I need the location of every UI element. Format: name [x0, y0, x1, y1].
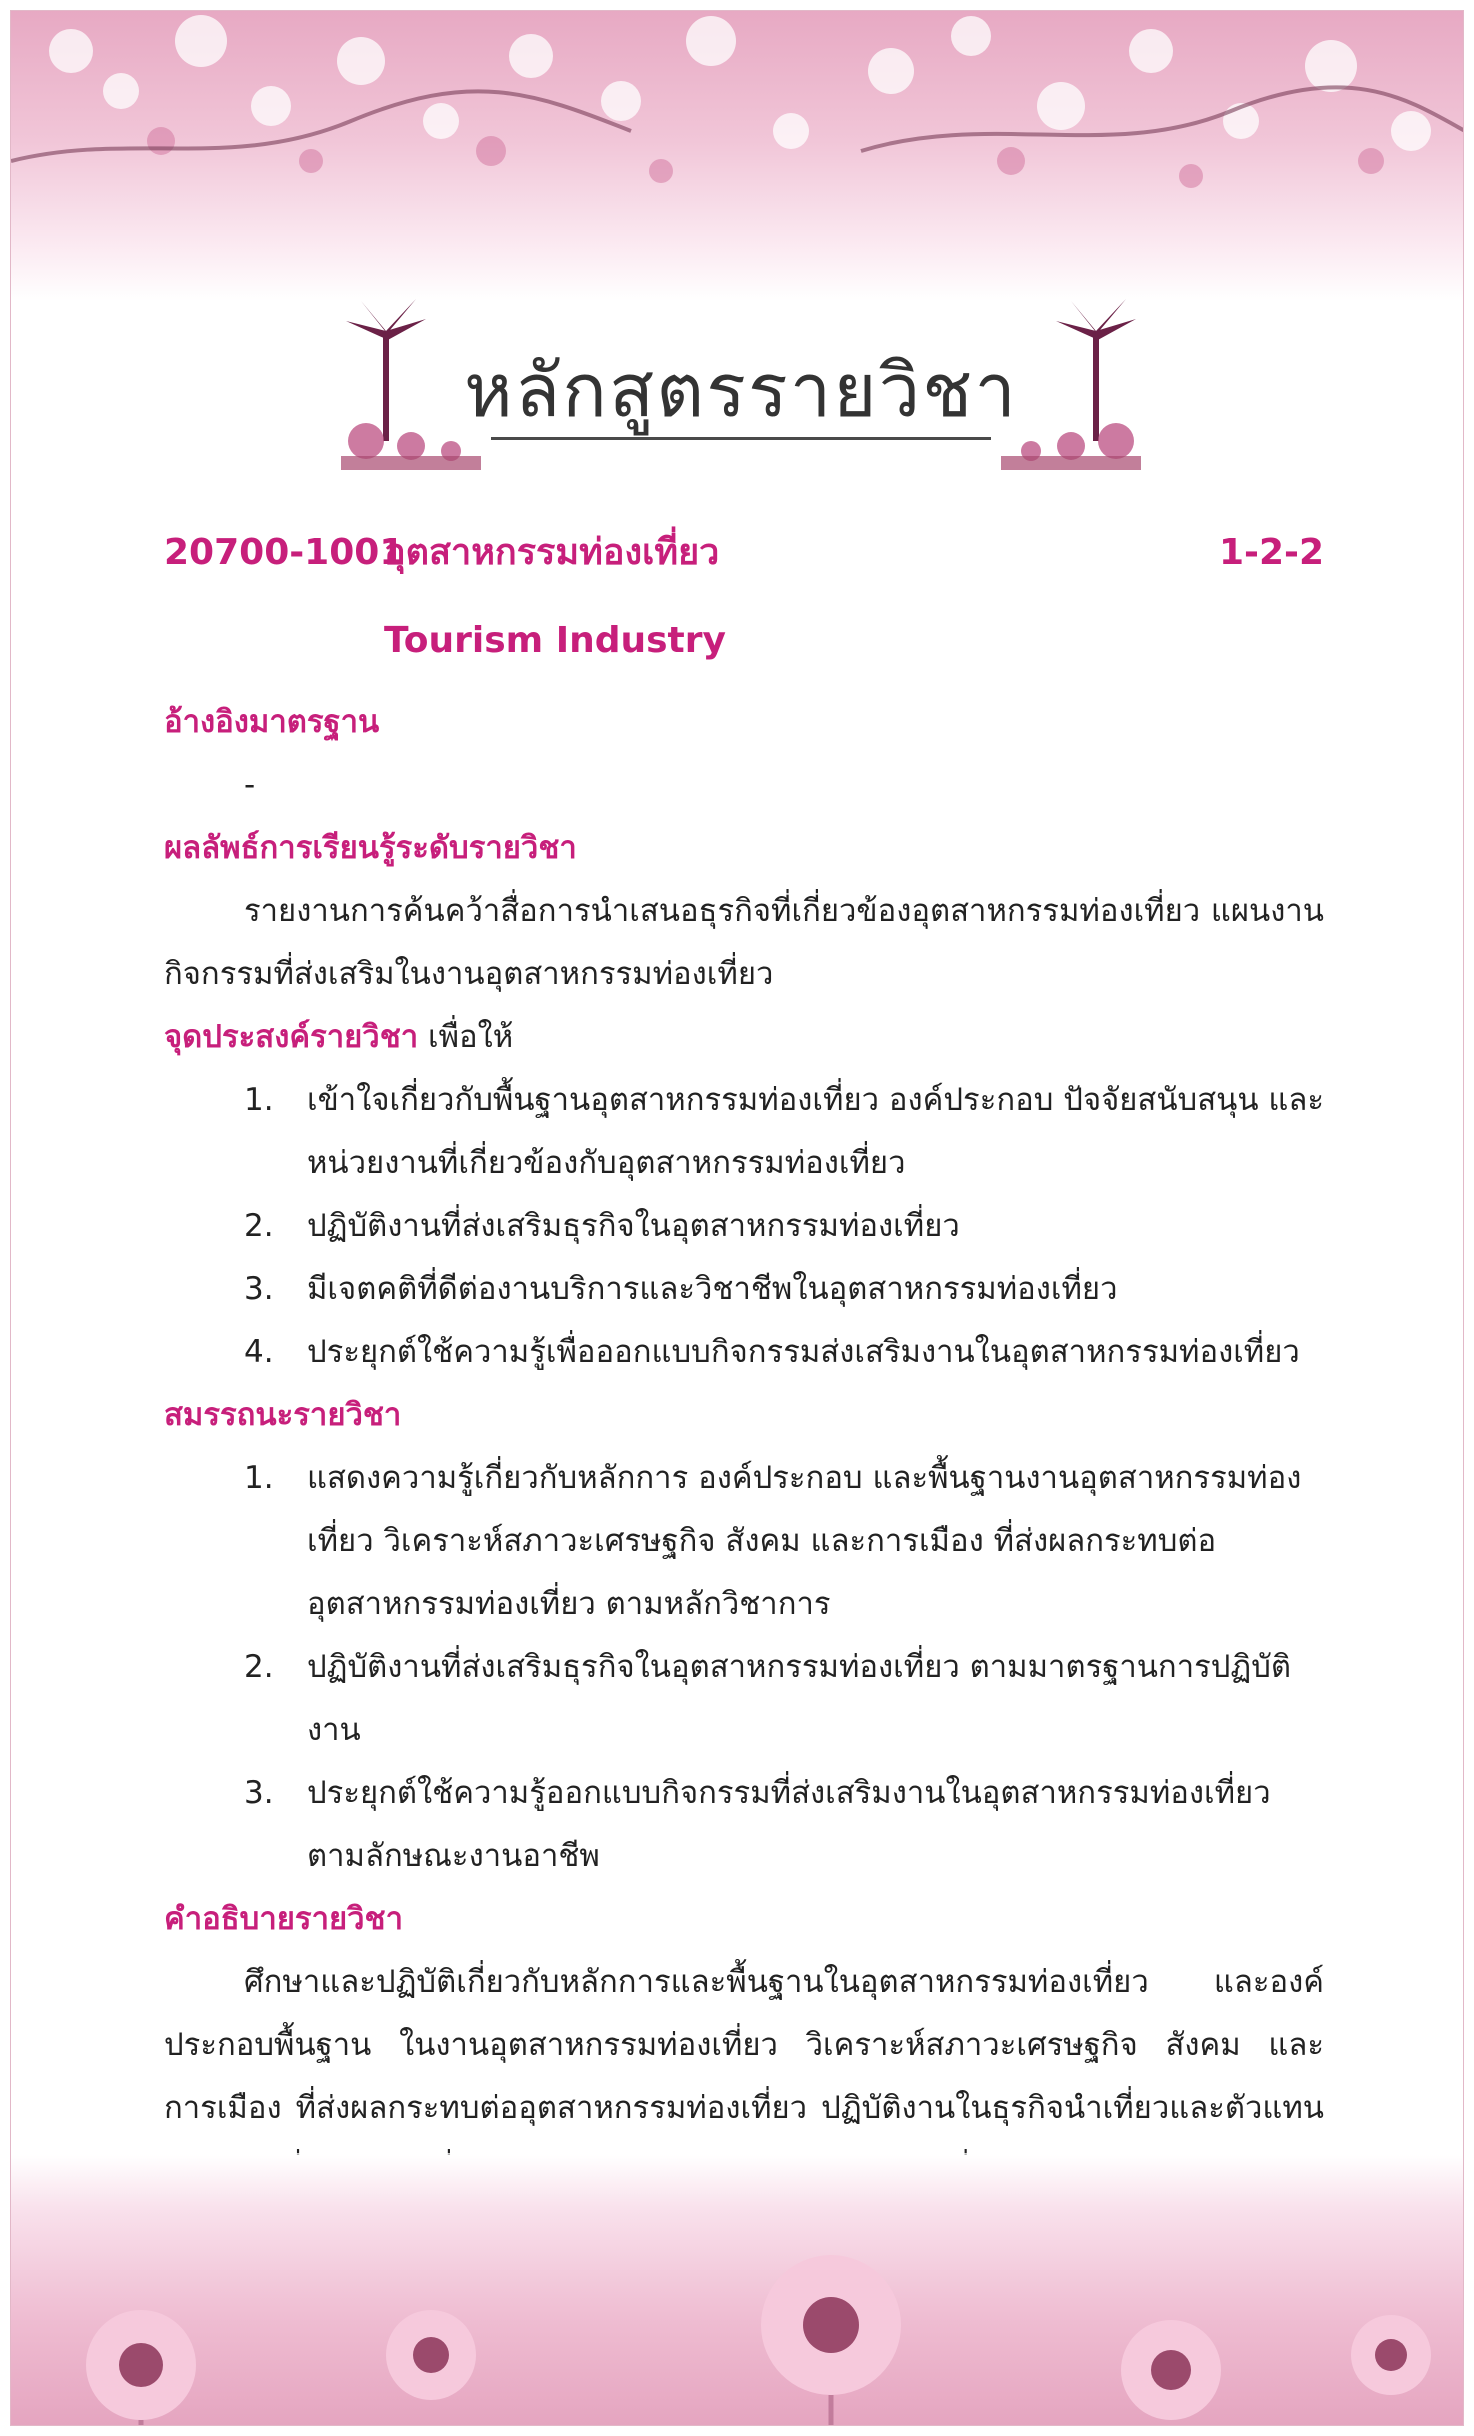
list-item [164, 1258, 1324, 1321]
list-item [164, 1636, 1324, 1762]
item-text: ปฏิบัติงานที่ส่งเสริมธุรกิจในอุตสาหกรรมท่องเที่ยว ตามมาตรฐานการปฏิบัติงาน [307, 1649, 1292, 1748]
reference-value: - [244, 767, 256, 803]
competencies-list [164, 1447, 1324, 1888]
top-floral-banner [11, 11, 1464, 301]
item-text: ปฏิบัติงานที่ส่งเสริมธุรกิจในอุตสาหกรรมท่องเที่ยว [307, 1208, 960, 1244]
list-item [164, 1762, 1324, 1888]
title-block [341, 291, 1141, 471]
cherry-blossom-decoration [11, 11, 1464, 301]
reference-heading: อ้างอิงมาตรฐาน [164, 704, 380, 740]
item-number: 3. [244, 1775, 274, 1811]
list-item [164, 1195, 1324, 1258]
description-heading: คำอธิบายรายวิชา [164, 1901, 404, 1937]
competencies-heading: สมรรถนะรายวิชา [164, 1397, 402, 1433]
item-text: เข้าใจเกี่ยวกับพื้นฐานอุตสาหกรรมท่องเที่ยว องค์ประกอบ ปัจจัยสนับสนุน และหน่วยงานที่เกี่ยวข้องกับอุตสาหกรรมท่องเที่ยว [307, 1082, 1325, 1181]
description-text: ศึกษาและปฏิบัติเกี่ยวกับหลักการและพื้นฐานในอุตสาหกรรมท่องเที่ยว และองค์ประกอบพื้นฐาน ในงานอุตสาหกรรมท่องเที่ยว วิเคราะห์สภาวะเศรษฐกิจ สังคม และการเมือง ที่ส่งผลกระทบต่ออุตสาหกรรมท่องเที่ยว ปฏิบัติงานในธุรกิจนำเที่ยวและตัวแทน [164, 1964, 1324, 2126]
course-name-en: Tourism Industry [384, 620, 726, 661]
page-frame [10, 10, 1464, 2426]
item-number: 1. [244, 1460, 274, 1496]
outcomes-heading: ผลลัพธ์การเรียนรู้ระดับรายวิชา [164, 830, 577, 866]
outcomes-text: รายงานการค้นคว้าสื่อการนำเสนอธุรกิจที่เกี่ยวข้องอุตสาหกรรมท่องเที่ยว แผนงานกิจกรรมที่ส่งเสริมในงานอุตสาหกรรมท่องเที่ยว [164, 893, 1324, 992]
objectives-suffix: เพื่อให้ [428, 1019, 514, 1055]
item-number: 2. [244, 1649, 274, 1685]
course-credits: 1-2-2 [1218, 532, 1324, 573]
item-text: ประยุกต์ใช้ความรู้เพื่อออกแบบกิจกรรมส่งเสริมงานในอุตสาหกรรมท่องเที่ยว [307, 1334, 1300, 1370]
bottom-sunflower-banner [11, 2155, 1464, 2425]
list-item [164, 1321, 1324, 1384]
item-number: 1. [244, 1082, 274, 1118]
objectives-heading: จุดประสงค์รายวิชา [164, 1019, 419, 1055]
item-text: ประยุกต์ใช้ความรู้ออกแบบกิจกรรมที่ส่งเสริมงานในอุตสาหกรรมท่องเที่ยวตามลักษณะงานอาชีพ [307, 1775, 1271, 1874]
objectives-heading-row [164, 1006, 1324, 1069]
item-number: 2. [244, 1208, 274, 1244]
course-code: 20700-1001 [164, 532, 405, 573]
sunflower-decoration [11, 2155, 1464, 2425]
course-header [164, 521, 1324, 601]
item-number: 4. [244, 1334, 274, 1370]
item-text: แสดงความรู้เกี่ยวกับหลักการ องค์ประกอบ และพื้นฐานงานอุตสาหกรรมท่องเที่ยว วิเคราะห์สภาวะเศรษฐกิจ สังคม และการเมือง ที่ส่งผลกระทบต่ออุตสาหกรรมท่องเที่ยว ตามหลักวิชาการ [307, 1460, 1302, 1622]
page-title: หลักสูตรรายวิชา [464, 348, 1018, 434]
list-item [164, 1447, 1324, 1636]
item-text: มีเจตคติที่ดีต่องานบริการและวิชาชีพในอุตสาหกรรมท่องเที่ยว [307, 1271, 1118, 1307]
item-number: 3. [244, 1271, 274, 1307]
objectives-list [164, 1069, 1324, 1384]
course-content [164, 521, 1324, 2392]
title-underline [491, 437, 991, 440]
list-item [164, 1069, 1324, 1195]
course-name-th: อุตสาหกรรมท่องเที่ยว [384, 532, 720, 573]
